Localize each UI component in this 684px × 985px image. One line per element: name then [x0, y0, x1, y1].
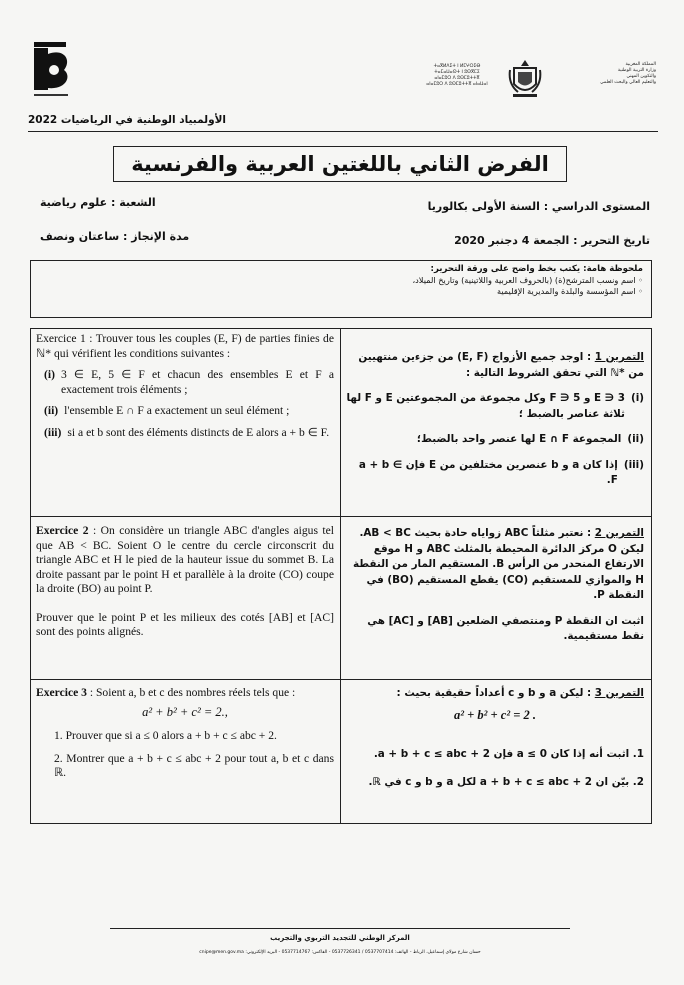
- olympiad-label: الأولمبياد الوطنية في الرياضيات 2022: [28, 114, 227, 126]
- exercise-3-ar-item-2: 2. بيّن ان a + b + c ≤ abc + 2 لكل a و b و c في ℝ.: [368, 775, 644, 788]
- exercise-1-french: Exercice 1 : Trouver tous les couples (E, F) de parties finies de ℕ* qui vérifient les conditions suivantes : (i) 3 ∈ E, 5 ∈ F et chacun des ensembles E et F a exactement trois éléments ; (ii) l'ensemble E ∩ F a exactement un seul élément ; (iii) si a et b sont des éléments distincts de E alors a + b ∈ F.: [36, 332, 334, 439]
- exercise-3-ar-equation: a² + b² + c² = 2 .: [454, 707, 536, 722]
- branch-info: الشعبة : علوم رياضية: [40, 196, 156, 209]
- page-title: الفرض الثاني باللغتين العربية والفرنسية: [113, 146, 567, 182]
- exercise-2-question: Prouver que le point P et les milieux des cotés [AB] et [AC] sont des points alignés.: [36, 610, 334, 638]
- exercise-3-arabic: التمرين 3 : ليكن a و b و c أعداداً حقيقية بحيث : a² + b² + c² = 2 . 1. اثبت أنه إذا كان a ≤ 0 فإن a + b + c ≤ abc + 2. 2. بيّن ان a + b + c ≤ abc + 2 لكل a و b و c في ℝ.: [346, 686, 644, 790]
- header-divider: [28, 131, 658, 132]
- note-title: ملحوظة هامة: يكتب بخط واضح على ورقة التحرير:: [430, 264, 643, 274]
- condition-iii-ar: إذا كان a و b عنصرين مختلفين من E فإن a + b ∈ F.: [358, 458, 618, 486]
- exercise-3-item-1: 1. Prouver que si a ≤ 0 alors a + b + c ≤ abc + 2.: [54, 729, 277, 742]
- exercise-2-french: Exercice 2 : On considère un triangle ABC d'angles aigus tel que AB < BC. Soient O le centre du cercle circonscrit du triangle ABC et H le pied de la hauteur issue du sommet B. La droite passant par le point H et parallèle à la droite (CO) coupe la droite (BO) au point P. Prouver que le point P et les milieux des cotés [AB] et [AC] sont des points alignés.: [36, 524, 335, 638]
- moroccan-emblem-icon: [508, 58, 542, 100]
- footer-center-name: المركز الوطني للتجديد التربوي والتجريب: [270, 934, 410, 942]
- exercise-2-label: Exercice 2: [36, 524, 89, 537]
- exercise-3-equation: a² + b² + c² = 2.,: [142, 704, 228, 719]
- exercise-1-ar-label: التمرين 1: [594, 351, 644, 363]
- condition-ii-ar: المجموعة E ∩ F لها عنصر واحد بالضبط؛: [416, 433, 622, 445]
- exercise-3-ar-item-1: 1. اثبت أنه إذا كان a ≤ 0 فإن a + b + c ≤ abc + 2.: [373, 748, 644, 760]
- condition-iii: si a et b sont des éléments distincts de E alors a + b ∈ F.: [67, 425, 330, 439]
- center-logo: [30, 40, 74, 102]
- grid-column-divider: [340, 328, 341, 824]
- condition-i: 3 ∈ E, 5 ∈ F et chacun des ensembles E et F a exactement trois éléments ;: [60, 368, 334, 396]
- ministry-name-tifinagh: ⵜⴰⴳⵍⴷⵉⵜ ⵏ ⵍⵎⵖⵔⵉⴱ ⵜⴰⵎⴰⵡⴰⵙⵜ ⵏ ⵓⵙⴳⵎⵉ ⴰⵏⴰⵎⵓⵔ ⴷ ⵓⵙⵎⵓⵜⵜⴳ ⴰⵏⴰⵎⵓⵔ ⴷ ⵓⵙⵎⵓⵜⵜⴳ ⴰⵏⴰⵡⴰⵏ: [426, 64, 488, 87]
- exercise-3-french: Exercice 3 : Soient a, b et c des nombres réels tels que : a² + b² + c² = 2., 1. Prouver que si a ≤ 0 alors a + b + c ≤ abc + 2. 2. Montrer que a + b + c ≤ abc + 2 pour tout a, b et c dans ℝ.: [36, 686, 334, 779]
- note-line-1: ◦ اسم ونسب المترشح(ة) (بالحروف العربية واللاتينية) وتاريخ الميلاد،: [412, 275, 643, 285]
- condition-i-ar: E ∋ 3 و F ∋ 5 وكل مجموعة من المجموعتين E و F لها ثلاثة عناصر بالضبط ؛: [346, 392, 625, 420]
- exercise-3-label: Exercice 3: [36, 686, 87, 699]
- grid-row-divider-2: [30, 679, 652, 680]
- exercise-3-ar-label: التمرين 3: [594, 687, 644, 699]
- exercise-1-arabic: التمرين 1 : اوجد جميع الأزواج (E, F) من جزءين منتهيين من *ℕ التي تحقق الشروط التالية : (i) E ∋ 3 و F ∋ 5 وكل مجموعة من المجموعتين E و F لها ثلاثة عناصر بالضبط ؛ (ii) المجموعة E ∩ F لها عنصر واحد بالضبط؛ (iii) إذا كان a و b عنصرين مختلفين من E فإن a + b ∈ F.: [346, 350, 644, 489]
- exercise-2-ar-label: التمرين 2: [594, 527, 644, 539]
- date-info: تاريخ التحرير : الجمعة 4 دجنبر 2020: [454, 234, 650, 247]
- note-line-2: ◦ اسم المؤسسة والبلدة والمديرية الإقليمية: [496, 286, 643, 296]
- exercise-1-label: Exercice 1: [36, 332, 86, 345]
- duration-info: مدة الإنجاز : ساعتان ونصف: [40, 230, 190, 243]
- condition-ii: l'ensemble E ∩ F a exactement un seul élément ;: [64, 404, 290, 417]
- footer-contact: حسان شارع مولاي إسماعيل، الرباط - الهاتف: 0537707414 / 0537726341 - الفاكس: 0537714767 - البريد الإلكتروني: cnipe@men.gov.ma: [199, 950, 481, 955]
- exercise-3-item-2: 2. Montrer que a + b + c ≤ abc + 2 pour tout a, b et c dans ℝ.: [54, 751, 334, 779]
- grid-row-divider-1: [30, 516, 652, 517]
- important-note: [30, 260, 652, 318]
- exercise-2-arabic: التمرين 2 : نعتبر مثلثاً ABC زواياه حادة بحيث AB < BC. ليكن O مركز الدائرة المحيطة بالمثلث ABC و H موقع الارتفاع المنحدر من الرأس B. المستقيم المار من النقطة H والموازي للمستقيم (CO) يقطع المستقيم (BO) في النقطة P. اثبت ان النقطة P ومنتصفي الضلعين [AB] و [AC] هي نقط مستقيمية.: [346, 526, 644, 645]
- footer-divider: [110, 928, 570, 929]
- exercise-2-ar-question: اثبت ان النقطة P ومنتصفي الضلعين [AB] و [AC] هي نقط مستقيمية.: [367, 614, 644, 642]
- level-info: المستوى الدراسي : السنة الأولى بكالوريا: [427, 200, 650, 213]
- ministry-name-arabic: المملكة المغربية وزارة التربية الوطنية والتكوين المهني والتعليم العالي والبحث العلمي: [600, 62, 656, 85]
